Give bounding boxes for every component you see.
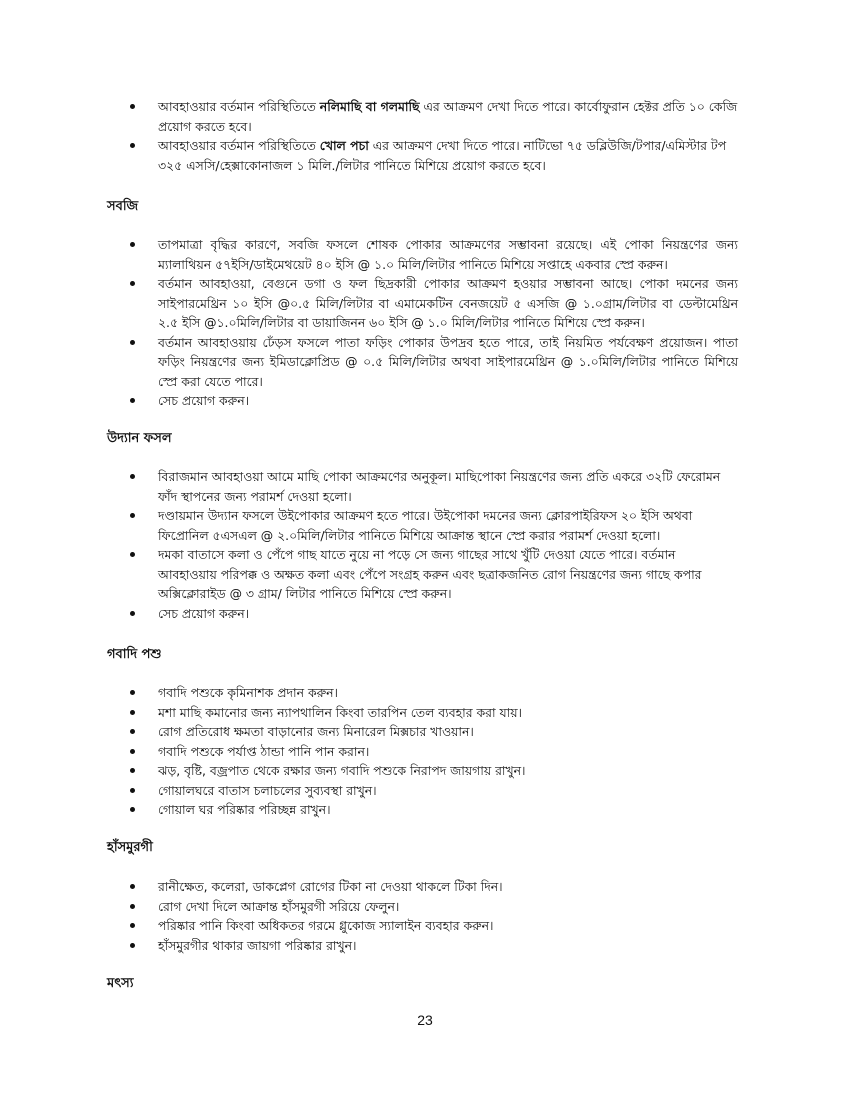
list-item: হাঁসমুরগীর থাকার জায়গা পরিষ্কার রাখুন। [0, 936, 850, 956]
list-item: গবাদি পশুকে কৃমিনাশক প্রদান করুন। [0, 683, 850, 703]
bullet-icon [130, 807, 135, 812]
list-item: গোয়াল ঘর পরিষ্কার পরিচ্ছন্ন রাখুন। [0, 800, 850, 820]
bullet-icon [130, 788, 135, 793]
bullet-icon [130, 943, 135, 948]
list-item: রোগ প্রতিরোধ ক্ষমতা বাড়ানোর জন্য মিনারেল মিক্সচার খাওয়ান। [0, 722, 850, 742]
bullet-icon [130, 552, 135, 557]
bullet-icon [130, 729, 135, 734]
bullet-icon [130, 104, 135, 109]
bullet-icon [130, 904, 135, 909]
list-item: দণ্ডায়মান উদ্যান ফসলে উইপোকার আক্রমণ হতে পারে। উইপোকা দমনের জন্য ক্লোরপাইরিফস ২০ ইসি অথবা ফিপ্রোনিল ৫এসএল @ ২.০মিলি/লিটার পানিতে মিশিয়ে আক্রান্ত স্থানে স্প্রে করার পরামর্শ দেওয়া হলো। [0, 506, 850, 545]
bullet-icon [130, 242, 135, 247]
list-item: আবহাওয়ার বর্তমান পরিস্থিতিতে খোল পচা এর আক্রমণ দেখা দিতে পারে। নাটিভো ৭৫ ডব্লিউজি/টপার/এমিস্টার টপ ৩২৫ এসসি/হেক্সাকোনাজল ১ মিলি./লিটার পানিতে মিশিয়ে প্রয়োগ করতে হবে। [0, 136, 850, 175]
list-item: সেচ প্রয়োগ করুন। [0, 604, 850, 624]
bullet-icon [130, 611, 135, 616]
bullet-icon [130, 923, 135, 928]
bullet-icon [130, 281, 135, 286]
section-heading-horticulture: উদ্যান ফসল [107, 431, 172, 446]
section-heading-fisheries: মৎস্য [107, 976, 134, 991]
livestock-list [0, 683, 850, 820]
poultry-list [0, 877, 850, 955]
list-item: গবাদি পশুকে পর্যাপ্ত ঠান্ডা পানি পান করান। [0, 742, 850, 762]
horticulture-list [0, 467, 850, 623]
bullet-icon [130, 884, 135, 889]
list-item: সেচ প্রয়োগ করুন। [0, 391, 850, 411]
list-item: রোগ দেখা দিলে আক্রান্ত হাঁসমুরগী সরিয়ে ফেলুন। [0, 897, 850, 917]
page-number: 23 [417, 1012, 433, 1028]
intro-list [0, 97, 850, 175]
bullet-icon [130, 340, 135, 345]
vegetables-list [0, 235, 850, 411]
section-heading-poultry: হাঁসমুরগী [107, 840, 153, 855]
list-item: মশা মাছি কমানোর জন্য ন্যাপথালিন কিংবা তারপিন তেল ব্যবহার করা যায়। [0, 703, 850, 723]
bullet-icon [130, 749, 135, 754]
list-item: দমকা বাতাসে কলা ও পেঁপে গাছ যাতে নুয়ে না পড়ে সে জন্য গাছের সাথে খুঁটি দেওয়া যেতে পারে। বর্তমান আবহাওয়ায় পরিপক্ক ও অক্ষত কলা এবং পেঁপে সংগ্রহ করুন এবং ছত্রাকজনিত রোগ নিয়ন্ত্রণের জন্য গাছে কপার অক্সিক্লোরাইড @ ৩ গ্রাম/ লিটার পানিতে মিশিয়ে স্প্রে করুন। [0, 545, 850, 604]
list-item: বিরাজমান আবহাওয়া আমে মাছি পোকা আক্রমণের অনুকূল। মাছিপোকা নিয়ন্ত্রণের জন্য প্রতি একরে ৩২টি ফেরোমন ফাঁদ স্থাপনের জন্য পরামর্শ দেওয়া হলো। [0, 467, 850, 506]
list-item: রানীক্ষেত, কলেরা, ডাকপ্লেগ রোগের টিকা না দেওয়া থাকলে টিকা দিন। [0, 877, 850, 897]
list-item: বর্তমান আবহাওয়া, বেগুনে ডগা ও ফল ছিদ্রকারী পোকার আক্রমণ হওয়ার সম্ভাবনা আছে। পোকা দমনের জন্য সাইপারমেথ্রিন ১০ ইসি @০.৫ মিলি/লিটার বা এমামেকটিন বেনজয়েট ৫ এসজি @ ১.০গ্রাম/লিটার বা ডেল্টামেথ্রিন ২.৫ ইসি @১.০মিলি/লিটার বা ডায়াজিনন ৬০ ইসি @ ১.০ মিলি/লিটার পানিতে মিশিয়ে স্প্রে করুন। [0, 274, 850, 333]
bullet-icon [130, 513, 135, 518]
bullet-icon [130, 710, 135, 715]
section-heading-livestock: গবাদি পশু [107, 647, 162, 662]
list-item: আবহাওয়ার বর্তমান পরিস্থিতিতে নলিমাছি বা গলমাছি এর আক্রমণ দেখা দিতে পারে। কার্বোফুরান হেক্টর প্রতি ১০ কেজি প্রয়োগ করতে হবে। [0, 97, 850, 136]
list-item: ঝড়, বৃষ্টি, বজ্রপাত থেকে রক্ষার জন্য গবাদি পশুকে নিরাপদ জায়গায় রাখুন। [0, 761, 850, 781]
section-heading-vegetables: সবজি [107, 199, 139, 214]
bullet-icon [130, 398, 135, 403]
list-item: তাপমাত্রা বৃদ্ধির কারণে, সবজি ফসলে শোষক পোকার আক্রমণের সম্ভাবনা রয়েছে। এই পোকা নিয়ন্ত্রণের জন্য ম্যালাথিয়ন ৫৭ইসি/ডাইমেথয়েট ৪০ ইসি @ ১.০ মিলি/লিটার পানিতে মিশিয়ে সপ্তাহে একবার স্প্রে করুন। [0, 235, 850, 274]
list-item: পরিষ্কার পানি কিংবা অধিকতর গরমে গ্লুকোজ স্যালাইন ব্যবহার করুন। [0, 916, 850, 936]
bullet-icon [130, 690, 135, 695]
list-item: গোয়ালঘরে বাতাস চলাচলের সুব্যবস্থা রাখুন। [0, 781, 850, 801]
bullet-icon [130, 768, 135, 773]
bullet-icon [130, 474, 135, 479]
list-item: বর্তমান আবহাওয়ায় ঢেঁড়স ফসলে পাতা ফড়িং পোকার উপদ্রব হতে পারে, তাই নিয়মিত পর্যবেক্ষণ প্রয়োজন। পাতা ফড়িং নিয়ন্ত্রণের জন্য ইমিডাক্লোপ্রিড @ ০.৫ মিলি/লিটার অথবা সাইপারমেথ্রিন @ ১.০মিলি/লিটার পানিতে মিশিয়ে স্প্রে করা যেতে পারে। [0, 333, 850, 392]
bullet-icon [130, 143, 135, 148]
